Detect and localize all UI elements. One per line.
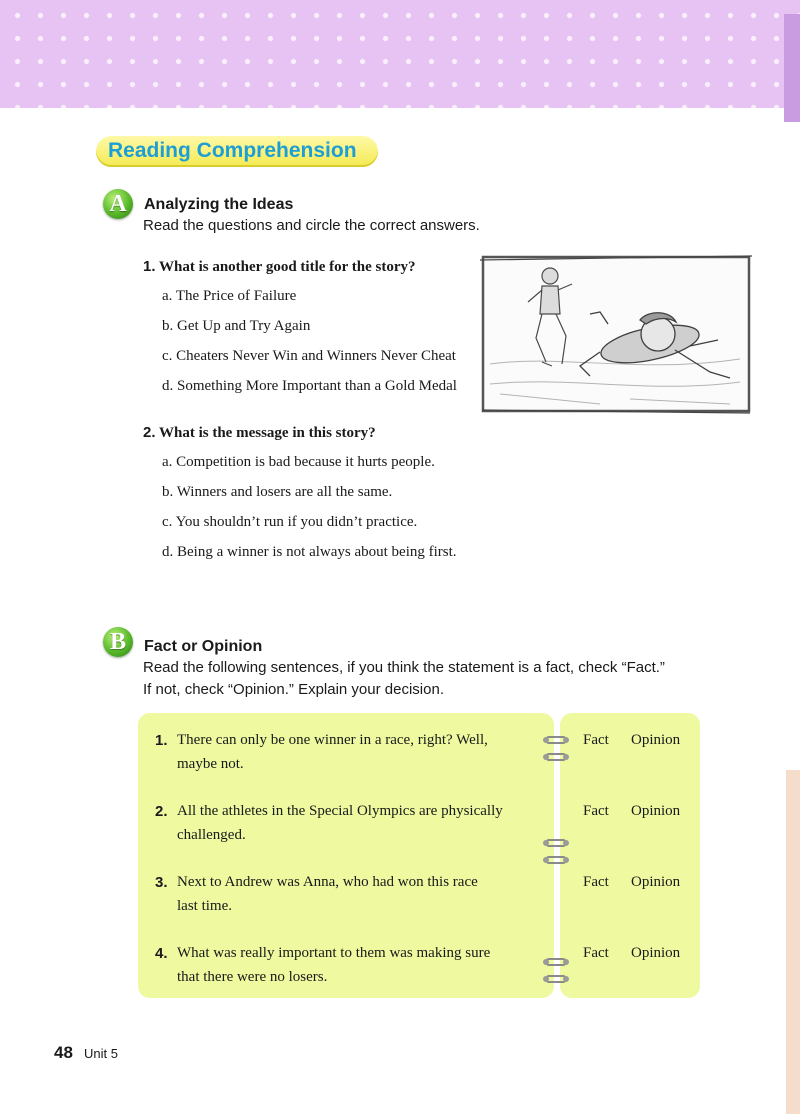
binder-ring-icon [542, 733, 570, 747]
page-number: 48 [54, 1043, 73, 1062]
opinion-option-4[interactable]: Opinion [631, 945, 681, 961]
statement-number: 4. [155, 945, 168, 962]
question-2 [143, 424, 376, 442]
question-text: What is another good title for the story? [159, 259, 416, 275]
page-edge-tab-lower [786, 770, 800, 1114]
option-1a[interactable]: a. The Price of Failure [162, 288, 297, 304]
statement-line: There can only be one winner in a race, right? Well, [177, 732, 488, 748]
binder-ring-icon [542, 972, 570, 986]
statement-line: All the athletes in the Special Olympics are physically [177, 803, 503, 819]
statement-number: 3. [155, 874, 168, 891]
question-number: 2. [143, 424, 156, 441]
section-title-text: Reading Comprehension [108, 139, 357, 162]
statement-line: Next to Andrew was Anna, who had won this race [177, 874, 478, 890]
option-2a[interactable]: a. Competition is bad because it hurts people. [162, 454, 435, 470]
part-b-heading: Fact or Opinion [144, 638, 263, 655]
part-b-instructions-line2: If not, check “Opinion.” Explain your decision. [143, 681, 444, 698]
question-number: 1. [143, 258, 156, 275]
statement-line: challenged. [177, 827, 246, 843]
fact-option-3[interactable]: Fact [583, 874, 609, 890]
binder-ring-icon [542, 836, 570, 850]
opinion-option-1[interactable]: Opinion [631, 732, 681, 748]
option-1c[interactable]: c. Cheaters Never Win and Winners Never Cheat [162, 348, 456, 364]
option-2c[interactable]: c. You shouldn’t run if you didn’t practice. [162, 514, 418, 530]
part-b-badge: B [103, 627, 133, 657]
statement-1 [177, 728, 527, 776]
statement-line: What was really important to them was making sure [177, 945, 491, 961]
part-a-instructions: Read the questions and circle the correct answers. [143, 217, 480, 234]
statement-number: 1. [155, 732, 168, 749]
part-b-instructions-line1: Read the following sentences, if you think the statement is a fact, check “Fact.” [143, 659, 665, 676]
fact-option-4[interactable]: Fact [583, 945, 609, 961]
unit-label: Unit 5 [84, 1046, 118, 1061]
statement-line: maybe not. [177, 756, 244, 772]
fact-option-2[interactable]: Fact [583, 803, 609, 819]
header-banner [0, 0, 800, 108]
binder-ring-icon [542, 955, 570, 969]
statement-2 [177, 799, 527, 847]
option-1d[interactable]: d. Something More Important than a Gold Medal [162, 378, 457, 394]
option-1b[interactable]: b. Get Up and Try Again [162, 318, 311, 334]
question-1 [143, 258, 416, 276]
page-edge-tab [784, 14, 800, 122]
binder-ring-icon [542, 750, 570, 764]
part-a-heading: Analyzing the Ideas [144, 196, 294, 213]
option-2b[interactable]: b. Winners and losers are all the same. [162, 484, 393, 500]
option-2d[interactable]: d. Being a winner is not always about being first. [162, 544, 457, 560]
opinion-option-2[interactable]: Opinion [631, 803, 681, 819]
statement-number: 2. [155, 803, 168, 820]
statement-line: last time. [177, 898, 232, 914]
section-title [96, 136, 378, 167]
question-text: What is the message in this story? [159, 425, 376, 441]
story-illustration [480, 254, 752, 414]
statement-line: that there were no losers. [177, 969, 328, 985]
part-a-badge: A [103, 189, 133, 219]
fact-option-1[interactable]: Fact [583, 732, 609, 748]
statement-4 [177, 941, 527, 989]
statement-3 [177, 870, 527, 918]
opinion-option-3[interactable]: Opinion [631, 874, 681, 890]
binder-ring-icon [542, 853, 570, 867]
